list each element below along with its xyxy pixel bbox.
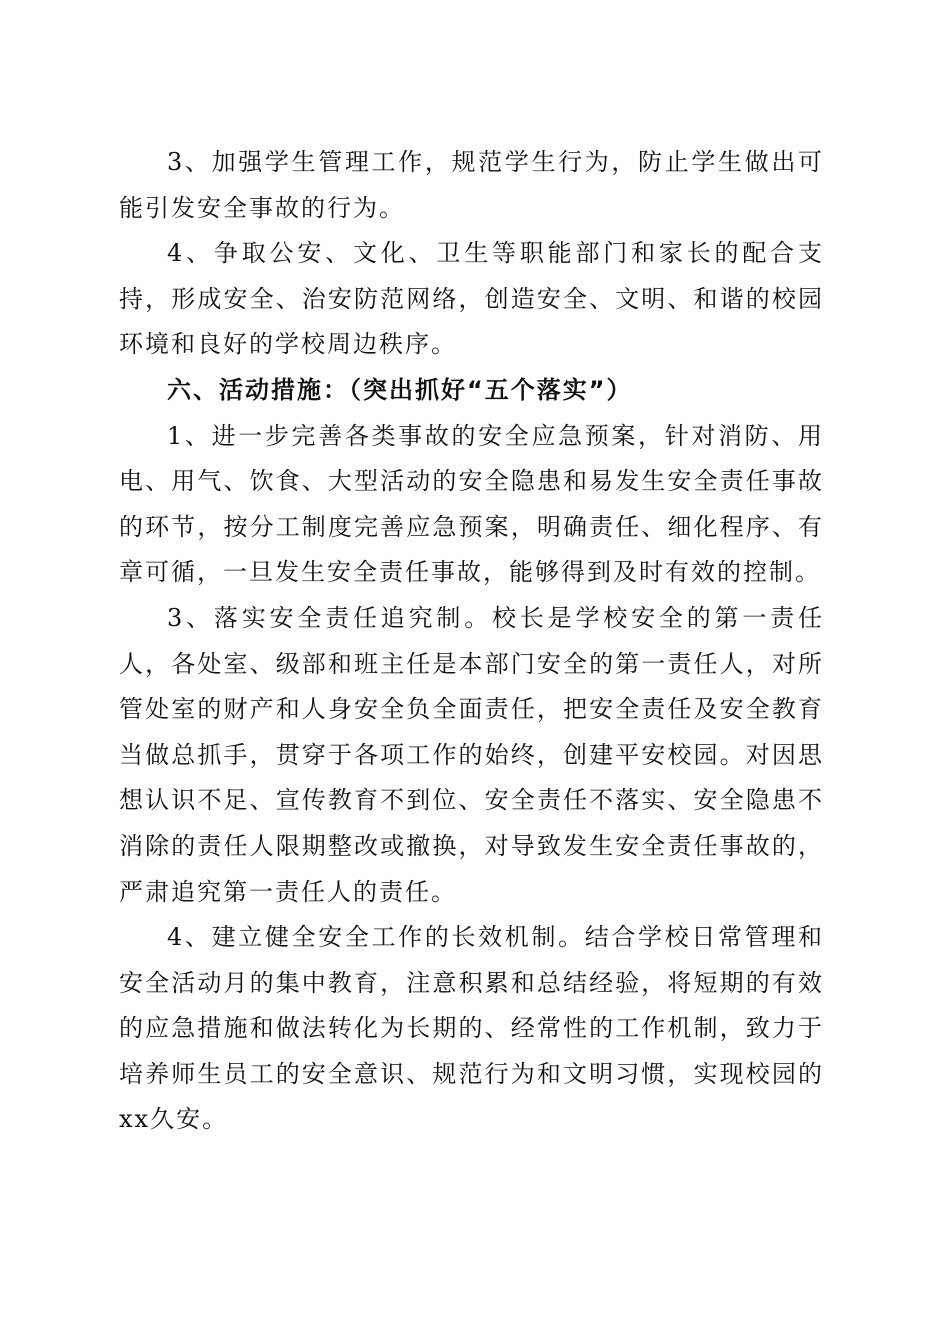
section-heading-activity-measures: 六、活动措施：（突出抓好“五个落实”） — [167, 375, 633, 404]
paragraph-measure-1: 1、进一步完善各类事故的安全应急预案，针对消防、用电、用气、饮食、大型活动的安全隐患和易发生安全责任事故的环节，按分工制度完善应急预案，明确责任、细化程序、有章可循，一旦发生安全责任事故，能够得到及时有效的控制。 — [119, 421, 824, 587]
document-body — [119, 140, 824, 1143]
paragraph-measure-3: 3、落实安全责任追究制。校长是学校安全的第一责任人，各处室、级部和班主任是本部门安全的第一责任人，对所管处室的财产和人身安全负全面责任，把安全责任及安全教育当做总抓手，贯穿于各项工作的始终，创建平安校园。对因思想认识不足、宣传教育不到位、安全责任不落实、安全隐患不消除的责任人限期整改或撤换，对导致发生安全责任事故的，严肃追究第一责任人的责任。 — [119, 603, 824, 906]
paragraph-measure-4: 4、建立健全安全工作的长效机制。结合学校日常管理和安全活动月的集中教育，注意积累和总结经验，将短期的有效的应急措施和做法转化为长期的、经常性的工作机制，致力于培养师生员工的安全意识、规范行为和文明习惯，实现校园的xx久安。 — [119, 923, 824, 1134]
paragraph-item-3: 3、加强学生管理工作，规范学生行为，防止学生做出可能引发安全事故的行为。 — [119, 148, 824, 222]
paragraph-item-4: 4、争取公安、文化、卫生等职能部门和家长的配合支持，形成安全、治安防范网络，创造安全、文明、和谐的校园环境和良好的学校周边秩序。 — [119, 239, 824, 359]
